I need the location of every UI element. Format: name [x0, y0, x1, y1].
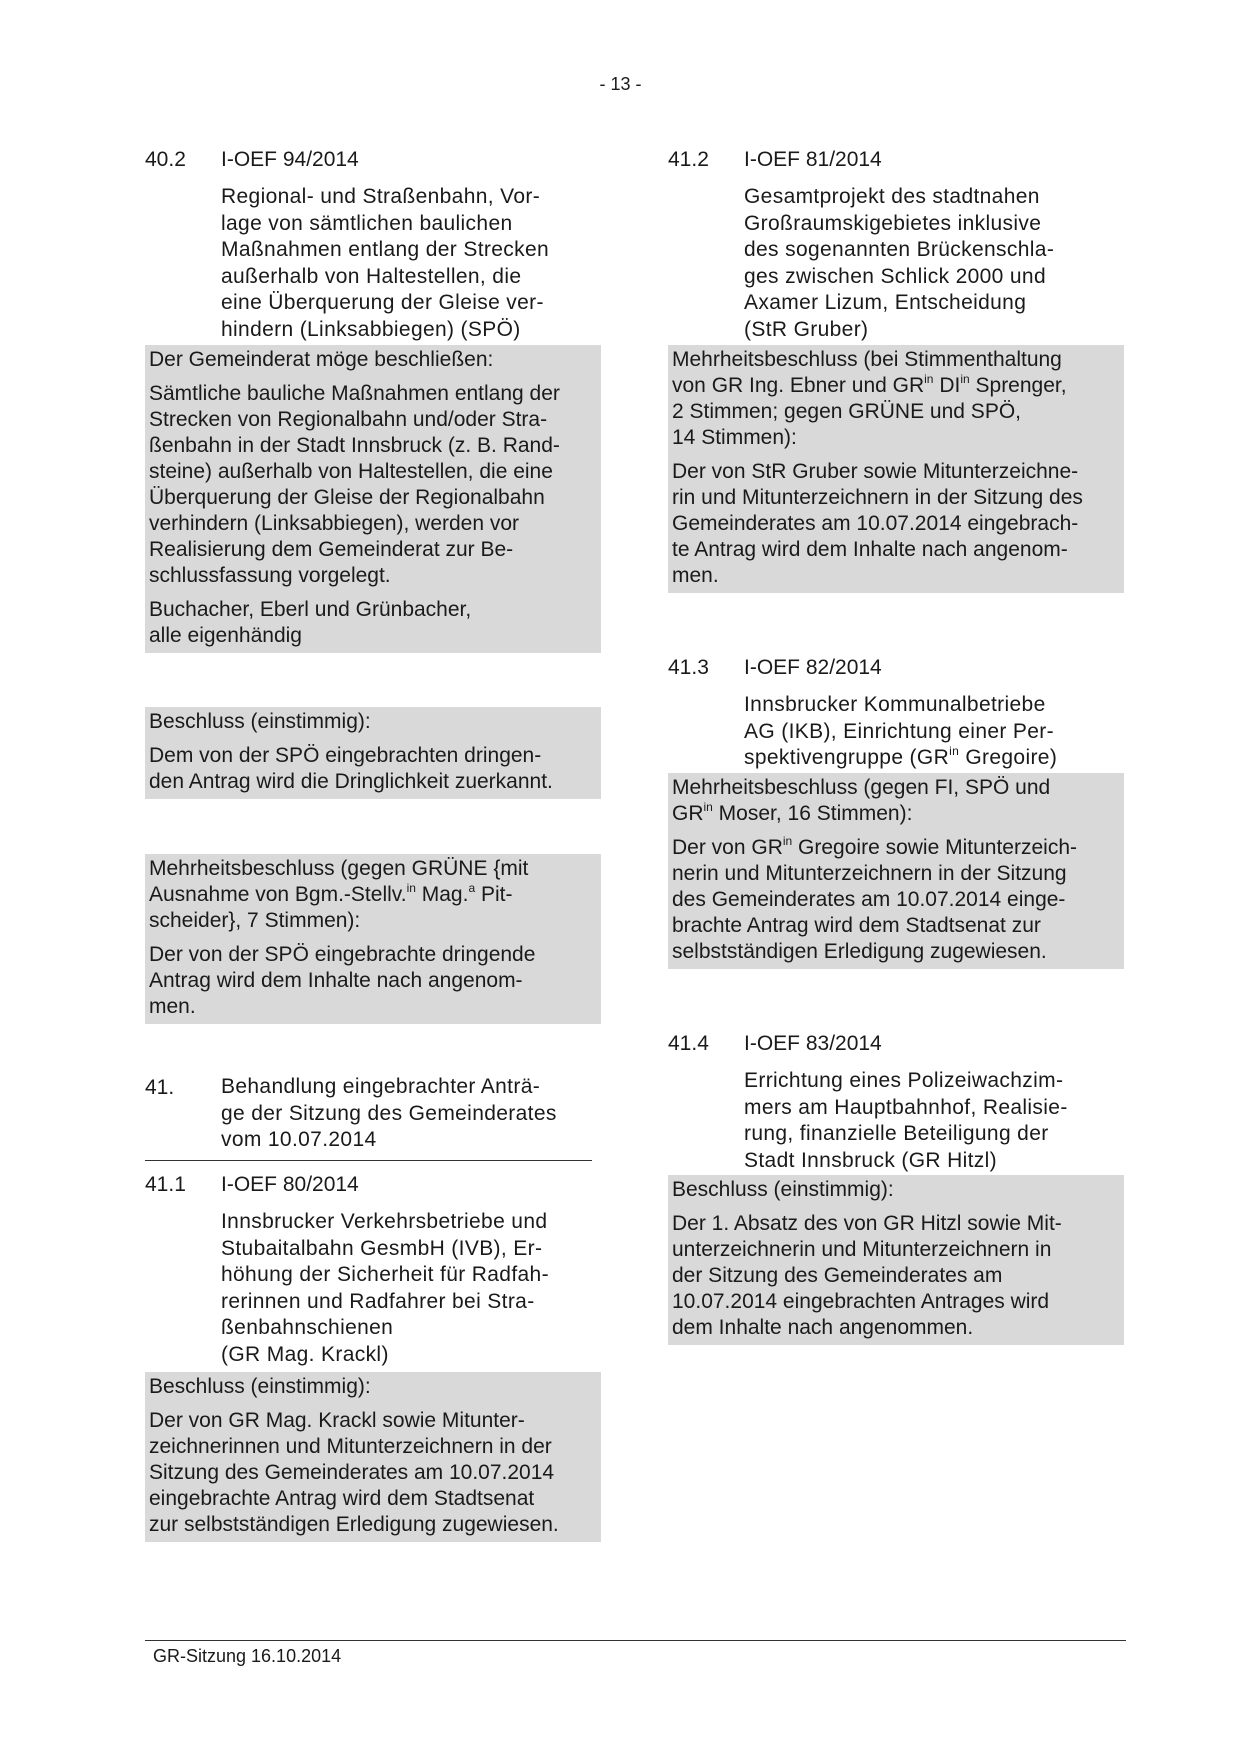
section-number: 41.1 [145, 1173, 186, 1196]
section-code: I-OEF 81/2014 [744, 148, 882, 171]
section-41-3 [668, 654, 1124, 772]
section-number: 41.3 [668, 656, 709, 679]
text-line: Dem von der SPÖ eingebrachten dringen- [149, 744, 542, 767]
text-line: Buchacher, Eberl und Grünbacher, [149, 598, 472, 621]
motion-heading: Der Gemeinderat möge beschließen: [149, 348, 494, 371]
text-line: unterzeichnerin und Mitunterzeichnern in [672, 1238, 1052, 1261]
motion-signatories [149, 597, 597, 649]
text-part: Der von GR [672, 836, 783, 859]
majority-heading [672, 347, 1120, 451]
text-line: Der von der SPÖ eingebrachte dringende [149, 943, 536, 966]
title-line: (GR Mag. Krackl) [221, 1342, 389, 1366]
resolution-text [149, 743, 597, 795]
title-line: Maßnahmen entlang der Strecken [221, 238, 550, 261]
section-code: I-OEF 83/2014 [744, 1032, 882, 1055]
title-line: Großraumskigebietes inklusive [744, 211, 1042, 235]
text-part: GR [672, 802, 704, 825]
superscript: in [406, 881, 416, 895]
text-line: te Antrag wird dem Inhalte nach angenom- [672, 538, 1068, 561]
text-part: Sprenger, [969, 374, 1067, 397]
title-line: ges zwischen Schlick 2000 und [744, 264, 1046, 288]
section-title [221, 184, 601, 343]
text-line: Der von StR Gruber sowie Mitunterzeichne- [672, 460, 1079, 483]
text-line: Der von GR Mag. Krackl sowie Mitunter- [149, 1409, 525, 1432]
section-41-2 [668, 146, 1124, 343]
majority-text [149, 942, 597, 1020]
footer-text: GR-Sitzung 16.10.2014 [153, 1646, 342, 1666]
title-line: Stubaitalbahn GesmbH (IVB), Er- [221, 1236, 543, 1260]
text-line: verhindern (Linksabbiegen), werden vor [149, 512, 520, 535]
text-line: zur selbstständigen Erledigung zugewiesen. [149, 1513, 559, 1536]
superscript: in [949, 744, 960, 758]
text-line: 14 Stimmen): [672, 426, 797, 449]
resolution-heading: Beschluss (einstimmig): [149, 1375, 371, 1398]
majority-text [672, 835, 1120, 965]
text-part: Mag. [415, 883, 469, 906]
text-line: Sitzung des Gemeinderates am 10.07.2014 [149, 1461, 555, 1484]
section-code: I-OEF 80/2014 [221, 1173, 359, 1196]
resolution-box [145, 707, 601, 799]
section-title [744, 692, 1124, 772]
resolution-box [145, 1372, 601, 1542]
text-part: Ausnahme von Bgm.-Stellv. [149, 883, 407, 906]
text-line: 2 Stimmen; gegen GRÜNE und SPÖ, [672, 400, 1021, 423]
title-line: mers am Hauptbahnhof, Realisie- [744, 1095, 1068, 1119]
text-line: steine) außerhalb von Haltestellen, die eine [149, 460, 553, 483]
title-line: Innsbrucker Verkehrsbetriebe und [221, 1210, 548, 1233]
text-line: ßenbahn in der Stadt Innsbruck (z. B. Rand- [149, 434, 560, 457]
section-41-4 [668, 1030, 1124, 1174]
resolution-box [668, 1175, 1124, 1345]
text-line: Strecken von Regionalbahn und/oder Stra- [149, 408, 548, 431]
text-line: Sämtliche bauliche Maßnahmen entlang der [149, 382, 560, 405]
section-41 [145, 1074, 592, 1161]
title-line: lage von sämtlichen baulichen [221, 211, 513, 235]
title-line: Stadt Innsbruck (GR Hitzl) [744, 1148, 997, 1172]
footer-divider [145, 1640, 1126, 1641]
majority-box [145, 854, 601, 1024]
resolution-heading: Beschluss (einstimmig): [149, 710, 371, 733]
text-part: Gregoire) [959, 746, 1058, 769]
text-line: Der 1. Absatz des von GR Hitzl sowie Mit- [672, 1212, 1062, 1235]
text-line: Mehrheitsbeschluss (gegen FI, SPÖ und [672, 776, 1051, 799]
text-line: Überquerung der Gleise der Regionalbahn [149, 486, 545, 509]
section-40-2 [145, 146, 601, 343]
title-line: Errichtung eines Polizeiwachzim- [744, 1069, 1064, 1092]
section-number: 41.4 [668, 1032, 709, 1055]
text-part: Moser, 16 Stimmen): [712, 802, 913, 825]
title-line: höhung der Sicherheit für Radfah- [221, 1263, 549, 1286]
text-line: brachte Antrag wird dem Stadtsenat zur [672, 914, 1041, 937]
text-line: der Sitzung des Gemeinderates am [672, 1264, 1003, 1287]
text-part: Gregoire sowie Mitunterzeich- [792, 836, 1077, 859]
majority-box [668, 345, 1124, 593]
section-heading [668, 654, 1124, 681]
text-line: rin und Mitunterzeichnern in der Sitzung des [672, 486, 1083, 509]
section-title [221, 1209, 601, 1368]
text-line: scheider}, 7 Stimmen): [149, 909, 361, 932]
text-line: 10.07.2014 eingebrachten Antrages wird [672, 1290, 1050, 1313]
text-part: DI [933, 374, 961, 397]
title-line: hindern (Linksabbiegen) (SPÖ) [221, 317, 521, 341]
superscript: a [468, 881, 476, 895]
title-line: vom 10.07.2014 [221, 1128, 377, 1151]
section-heading [668, 1030, 1124, 1057]
superscript: in [960, 372, 970, 386]
text-line: schlussfassung vorgelegt. [149, 564, 391, 587]
text-line: Mehrheitsbeschluss (gegen GRÜNE {mit [149, 857, 529, 880]
title-line: rung, finanzielle Beteiligung der [744, 1122, 1049, 1145]
resolution-text [672, 1211, 1120, 1341]
section-title [221, 1074, 592, 1154]
motion-text [149, 381, 597, 589]
section-code: I-OEF 94/2014 [221, 148, 359, 171]
section-heading [145, 146, 601, 173]
text-part: spektivengruppe (GR [744, 746, 950, 769]
text-line: alle eigenhändig [149, 624, 302, 647]
text-line [149, 882, 597, 908]
title-line: Innsbrucker Kommunalbetriebe [744, 693, 1046, 716]
title-line: (StR Gruber) [744, 317, 869, 341]
section-number: 41. [145, 1076, 175, 1099]
title-line: ge der Sitzung des Gemeinderates [221, 1101, 557, 1125]
section-number: 40.2 [145, 148, 186, 171]
title-line: Behandlung eingebrachter Anträ- [221, 1075, 541, 1098]
text-line: des Gemeinderates am 10.07.2014 einge- [672, 888, 1066, 911]
resolution-text [149, 1408, 597, 1538]
page-number: - 13 - [599, 74, 642, 94]
section-41-1 [145, 1171, 601, 1368]
text-part: Pit- [475, 883, 513, 906]
title-line: ßenbahnschienen [221, 1316, 394, 1339]
majority-heading [672, 775, 1120, 827]
text-line: Antrag wird dem Inhalte nach angenom- [149, 969, 523, 992]
motion-box [145, 345, 601, 653]
section-number: 41.2 [668, 148, 709, 171]
section-heading [145, 1074, 592, 1154]
text-line: men. [149, 995, 196, 1018]
title-line: Regional- und Straßenbahn, Vor- [221, 185, 541, 208]
title-line [744, 745, 1124, 772]
section-title [744, 1068, 1124, 1174]
text-line [672, 835, 1120, 861]
superscript: in [782, 834, 793, 848]
text-line: selbstständigen Erledigung zugewiesen. [672, 940, 1047, 963]
text-line [672, 801, 1120, 827]
text-line: Realisierung dem Gemeinderat zur Be- [149, 538, 514, 561]
text-line: den Antrag wird die Dringlichkeit zuerkannt. [149, 770, 553, 793]
section-title [744, 184, 1124, 343]
text-line: nerin und Mitunterzeichnern in der Sitzung [672, 862, 1067, 885]
majority-box [668, 773, 1124, 969]
text-line: dem Inhalte nach angenommen. [672, 1316, 974, 1339]
text-line [672, 373, 1120, 399]
title-line: des sogenannten Brückenschla- [744, 238, 1055, 261]
title-line: Gesamtprojekt des stadtnahen [744, 185, 1040, 208]
title-line: rerinnen und Radfahrer bei Stra- [221, 1289, 535, 1313]
text-line: Gemeinderates am 10.07.2014 eingebrach- [672, 512, 1079, 535]
title-line: Axamer Lizum, Entscheidung [744, 291, 1027, 314]
text-line: Mehrheitsbeschluss (bei Stimmenthaltung [672, 348, 1062, 371]
title-line: AG (IKB), Einrichtung einer Per- [744, 719, 1054, 743]
title-line: außerhalb von Haltestellen, die [221, 264, 522, 288]
text-line: men. [672, 564, 719, 587]
text-line: eingebrachte Antrag wird dem Stadtsenat [149, 1487, 535, 1510]
majority-heading [149, 856, 597, 934]
resolution-heading: Beschluss (einstimmig): [672, 1178, 894, 1201]
title-line: eine Überquerung der Gleise ver- [221, 291, 544, 314]
section-code: I-OEF 82/2014 [744, 656, 882, 679]
majority-text [672, 459, 1120, 589]
text-part: von GR Ing. Ebner und GR [672, 374, 925, 397]
text-line: zeichnerinnen und Mitunterzeichnern in der [149, 1435, 552, 1458]
superscript: in [924, 372, 934, 386]
section-heading [668, 146, 1124, 173]
superscript: in [703, 800, 713, 814]
section-heading [145, 1171, 601, 1198]
